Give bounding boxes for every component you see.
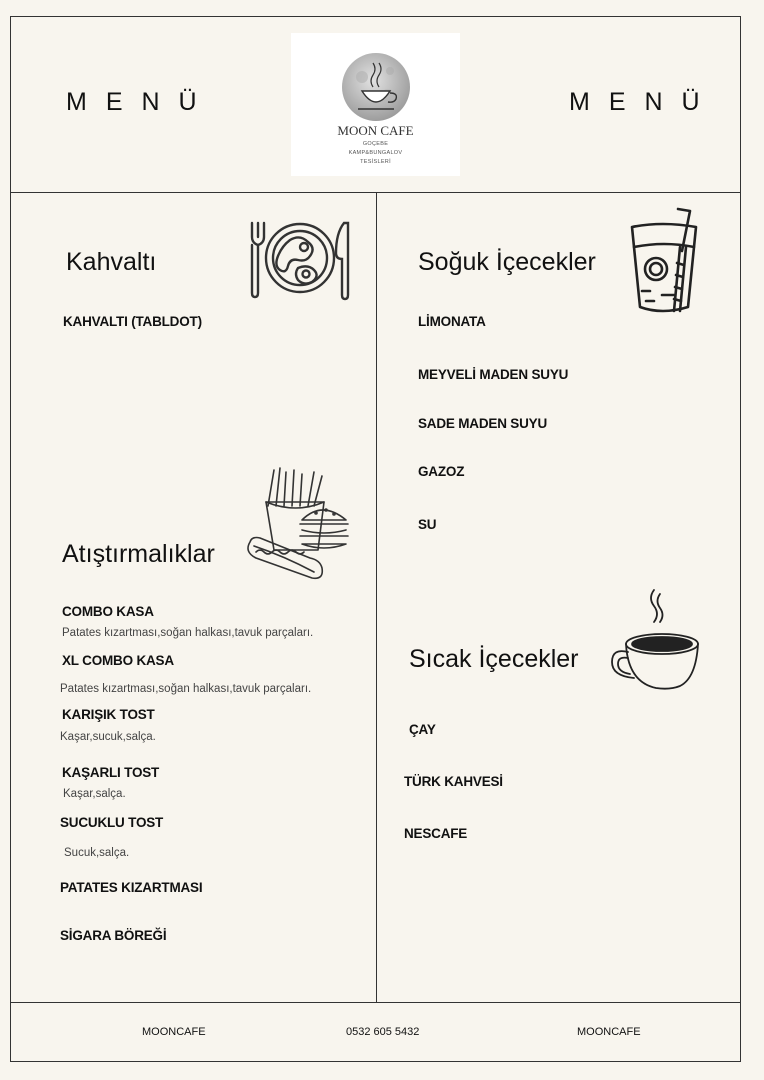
menu-item-cold-1: LİMONATA (418, 314, 486, 329)
logo-subtitle-2: KAMP&BUNGALOV (348, 150, 403, 156)
menu-item-snack-3: KARIŞIK TOST (62, 707, 155, 722)
breakfast-plate-icon (248, 220, 354, 300)
section-title-breakfast: Kahvaltı (66, 248, 157, 276)
coffee-cup-icon (610, 588, 706, 694)
logo-subtitle-3: TESİSLERİ (360, 159, 391, 165)
menu-item-snack-1: COMBO KASA (62, 604, 154, 619)
menu-item-hot-1: ÇAY (409, 722, 436, 737)
column-divider (376, 193, 377, 1003)
menu-item-cold-3: SADE MADEN SUYU (418, 416, 548, 431)
logo-title: MOON CAFE (337, 123, 414, 138)
menu-item-snack-1-desc: Patates kızartması,soğan halkası,tavuk parçaları. (62, 627, 314, 639)
menu-item-snack-6: PATATES KIZARTMASI (60, 880, 203, 895)
menu-item-snack-3-desc: Kaşar,sucuk,salça. (60, 731, 156, 743)
logo (291, 33, 460, 176)
fastfood-icon (244, 466, 356, 578)
moon-logo-icon (340, 51, 412, 123)
menu-item-hot-2: TÜRK KAHVESİ (404, 774, 503, 789)
section-title-cold-drinks: Soğuk İçecekler (418, 248, 596, 276)
cold-drink-icon (628, 207, 700, 315)
menu-item-cold-5: SU (418, 517, 437, 532)
menu-item-cold-4: GAZOZ (418, 464, 465, 479)
section-title-hot-drinks: Sıcak İçecekler (409, 645, 579, 673)
footer-brand-right: MOONCAFE (577, 1026, 641, 1038)
menu-heading-left: MENÜ (66, 88, 216, 116)
footer-brand-left: MOONCAFE (142, 1026, 206, 1038)
menu-item-snack-2: XL COMBO KASA (62, 653, 174, 668)
menu-item-cold-2: MEYVELİ MADEN SUYU (418, 367, 569, 382)
menu-item-snack-7: SİGARA BÖREĞİ (60, 928, 167, 943)
menu-item-breakfast: KAHVALTI (TABLDOT) (63, 314, 202, 329)
menu-item-snack-5: SUCUKLU TOST (60, 815, 164, 830)
menu-item-hot-3: NESCAFE (404, 826, 468, 841)
menu-item-snack-4: KAŞARLI TOST (62, 765, 160, 780)
footer-phone[interactable]: 0532 605 5432 (346, 1026, 420, 1038)
logo-subtitle-1: GOÇEBE (362, 141, 389, 147)
menu-item-snack-4-desc: Kaşar,salça. (63, 788, 126, 800)
menu-heading-right: MENÜ (569, 88, 719, 116)
menu-item-snack-5-desc: Sucuk,salça. (64, 847, 130, 859)
section-title-snacks: Atıştırmalıklar (62, 540, 215, 568)
menu-item-snack-2-desc: Patates kızartması,soğan halkası,tavuk parçaları. (60, 683, 312, 695)
